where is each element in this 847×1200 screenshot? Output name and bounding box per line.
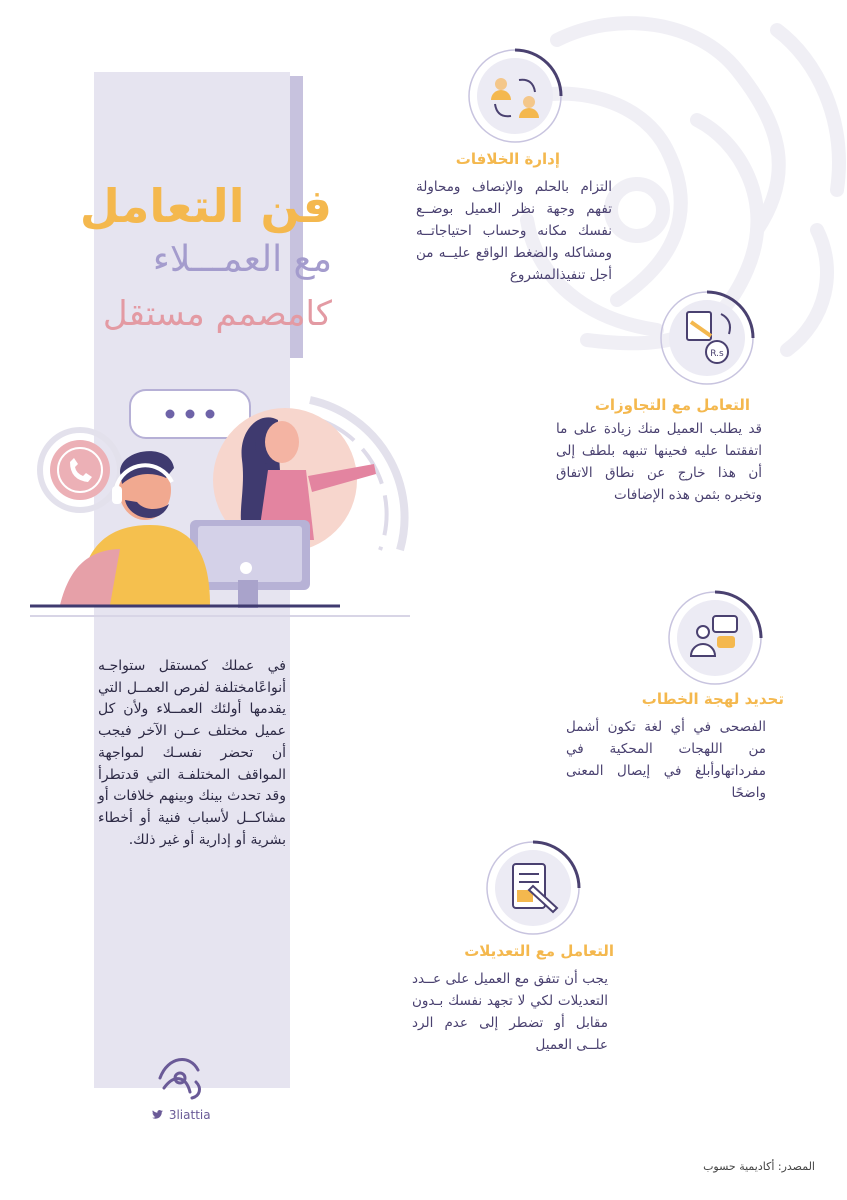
rs-label: R.s [710, 349, 724, 359]
section-1-body: التزام بالحلم والإنصاف ومحاولة تفهم وجهة نظر العميل بوضــع نفسك مكانه وحساب احتياجاتــه ومشاكله والضغط الواقع عليــه من أجل تنفيذالمشروع [416, 179, 612, 283]
twitter-handle[interactable] [152, 1108, 211, 1122]
phone-icon [50, 440, 110, 500]
twitter-icon [152, 1110, 163, 1119]
section-1-title: إدارة الخلافات [455, 150, 560, 168]
section-3-icon-wrap [665, 588, 765, 688]
source-credit: المصدر: أكاديمية حسوب [703, 1160, 815, 1173]
title-third: كامصمم مستقل [102, 294, 332, 334]
section-3-title: تحديد لهجة الخطاب [641, 690, 784, 708]
title-sub: مع العمـــلاء [152, 239, 332, 280]
section-2-icon-wrap [657, 288, 757, 388]
section-3-body: الفصحى في أي لغة تكون أشمل من اللهجات المحكية في مفرداتهاوأبلغ في إيصال المعنى واضحًا [566, 719, 766, 801]
speaker-chat-icon [665, 588, 765, 688]
section-2-body: قد يطلب العميل منك زيادة على ما اتفقتما عليه فحينها تنبهه بلطف إلى أن هذا خارج عن نطاق الاتفاق وتخبره بثمن هذه الإضافات [556, 421, 762, 503]
signature-logo [150, 1048, 210, 1102]
edit-price-icon [657, 288, 757, 388]
speech-bubble-icon [130, 390, 250, 438]
section-1-icon-wrap [465, 46, 565, 146]
section-4-title: التعامل مع التعديلات [464, 942, 614, 960]
hero-illustration [20, 380, 420, 630]
users-exchange-icon [465, 46, 565, 146]
title-main: فن التعامل [79, 179, 332, 233]
section-2-title: التعامل مع التجاوزات [594, 396, 750, 414]
section-4-icon-wrap [483, 838, 583, 938]
handle-text: 3liattia [168, 1108, 211, 1122]
title-block [60, 178, 332, 342]
document-pen-icon [483, 838, 583, 938]
section-4-body: يجب أن تتفق مع العميل على عــدد التعديلات لكي لا تجهد نفسك بـدون مقابل أو تضطر إلى عدم الرد علــى العميل [412, 971, 608, 1053]
intro-paragraph: في عملك كمستقل ستواجـه أنواعًامختلفة لفرص العمــل التي يقدمها أولئك العمــلاء ولأن كل عميل مختلف عــن الآخر فيجب أن تحضر نفسـك لمواجهة المواقف المختلفـة التي قدتطرأ وقد تحدث بينك وبينهم خلافات أو مشاكــل لأسباب فنية أو أخطاء بشرية أو إدارية أو غير ذلك. [98, 658, 286, 848]
